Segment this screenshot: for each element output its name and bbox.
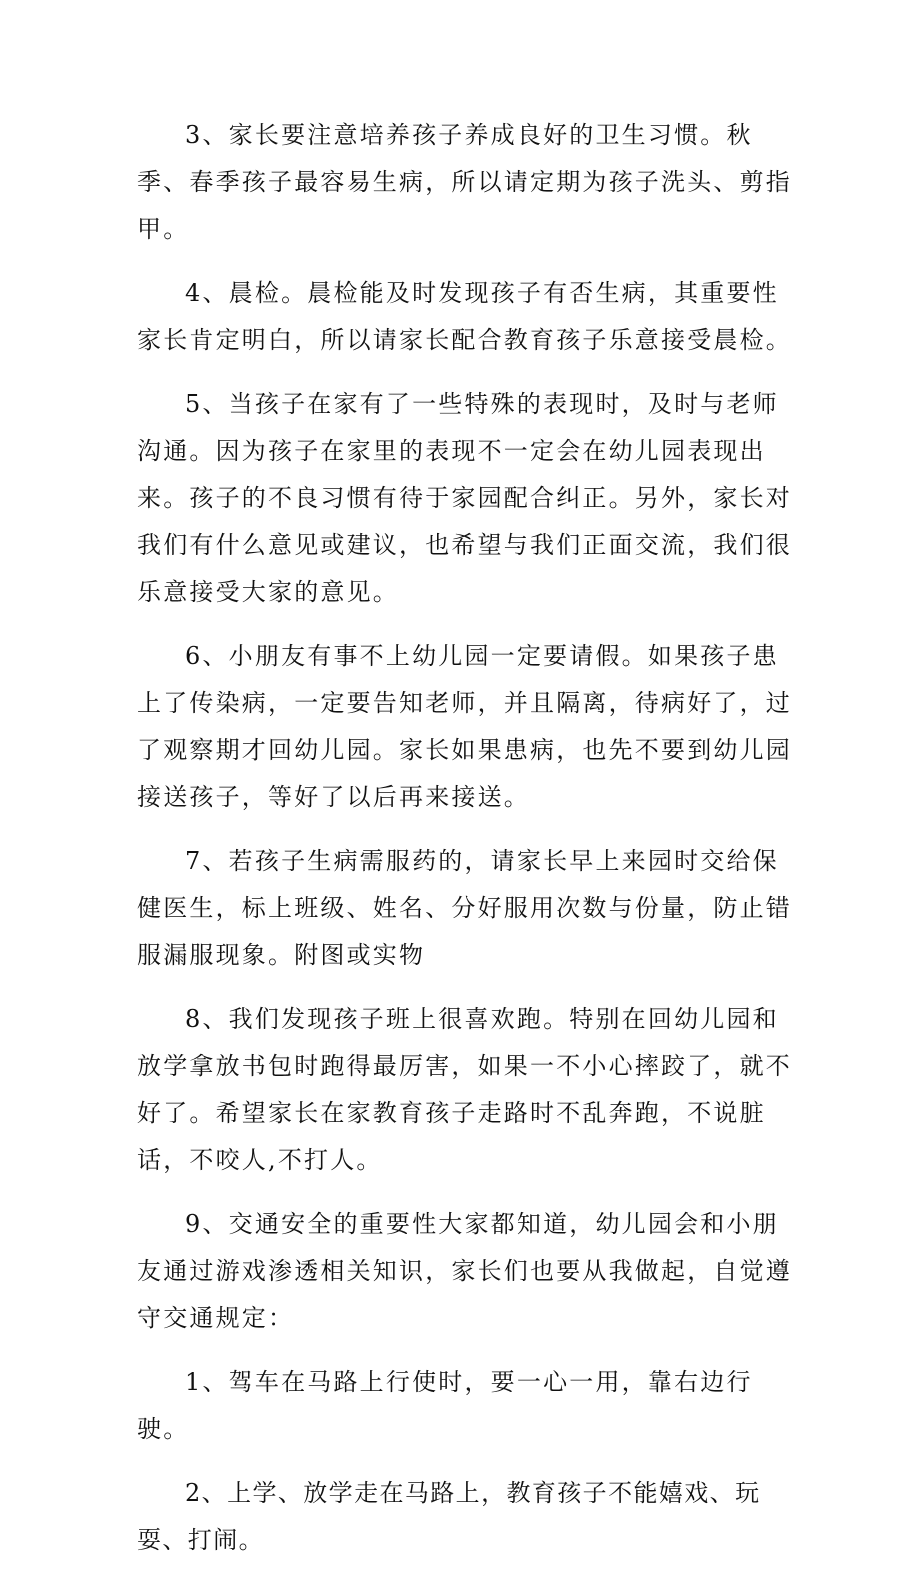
paragraph-9-traffic-safety: 9、交通安全的重要性大家都知道，幼儿园会和小朋友通过游戏渗透相关知识，家长们也要从我做起，自觉遵守交通规定： <box>137 1210 792 1332</box>
paragraph-4-morning-check: 4、晨检。晨检能及时发现孩子有否生病，其重要性家长肯定明白，所以请家长配合教育孩子乐意接受晨检。 <box>137 279 792 354</box>
document-body <box>137 112 802 1581</box>
paragraph-7-medicine: 7、若孩子生病需服药的，请家长早上来园时交给保健医生，标上班级、姓名、分好服用次数与份量，防止错服漏服现象。附图或实物 <box>137 847 792 969</box>
paragraph-5-communication: 5、当孩子在家有了一些特殊的表现时，及时与老师沟通。因为孩子在家里的表现不一定会在幼儿园表现出来。孩子的不良习惯有待于家园配合纠正。另外，家长对我们有什么意见或建议，也希望与我们正面交流，我们很乐意接受大家的意见。 <box>137 390 792 606</box>
paragraph-6-leave: 6、小朋友有事不上幼儿园一定要请假。如果孩子患上了传染病，一定要告知老师，并且隔离，待病好了，过了观察期才回幼儿园。家长如果患病，也先不要到幼儿园接送孩子，等好了以后再来接送。 <box>137 642 792 811</box>
traffic-rule-2: 2、上学、放学走在马路上，教育孩子不能嬉戏、玩耍、打闹。 <box>137 1479 761 1554</box>
paragraph-8-running: 8、我们发现孩子班上很喜欢跑。特别在回幼儿园和放学拿放书包时跑得最厉害，如果一不小心摔跤了，就不好了。希望家长在家教育孩子走路时不乱奔跑，不说脏话，不咬人,不打人。 <box>137 1005 792 1174</box>
traffic-rule-1: 1、驾车在马路上行使时，要一心一用，靠右边行驶。 <box>137 1368 753 1443</box>
paragraph-3-hygiene: 3、家长要注意培养孩子养成良好的卫生习惯。秋季、春季孩子最容易生病，所以请定期为孩子洗头、剪指甲。 <box>137 121 792 243</box>
